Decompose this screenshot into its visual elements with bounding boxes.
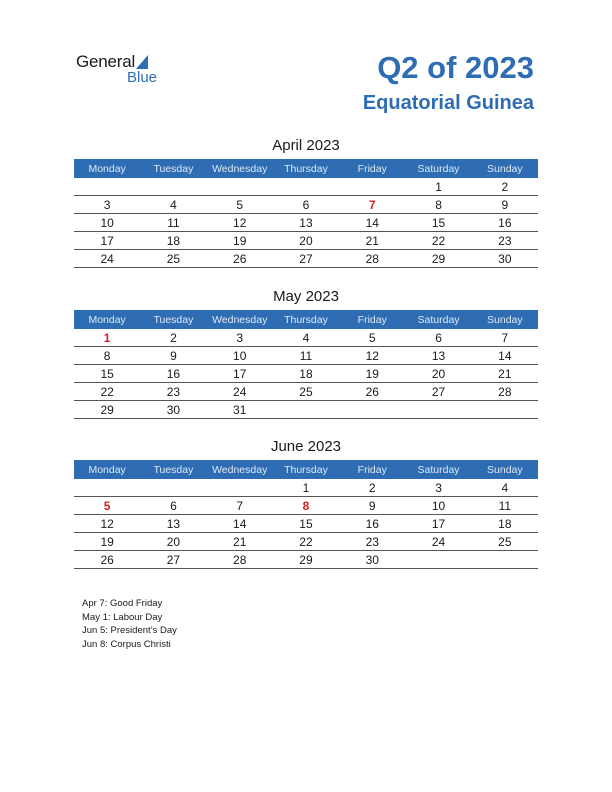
holiday-note: Jun 8: Corpus Christi <box>82 638 171 650</box>
day-cell: 17 <box>405 515 471 533</box>
day-cell: 28 <box>472 383 538 401</box>
empty-day-cell <box>405 401 471 419</box>
empty-day-cell <box>140 178 206 196</box>
day-cell: 29 <box>405 250 471 268</box>
weekday-header: Monday <box>74 310 140 329</box>
month-june <box>74 437 538 569</box>
weekday-header: Sunday <box>472 460 538 479</box>
weekday-header: Monday <box>74 460 140 479</box>
page-subtitle: Equatorial Guinea <box>362 92 534 114</box>
day-cell: 2 <box>339 479 405 497</box>
day-cell: 6 <box>405 329 471 347</box>
day-cell: 26 <box>74 551 140 569</box>
weekday-header: Thursday <box>273 159 339 178</box>
day-cell: 8 <box>273 497 339 515</box>
day-cell: 20 <box>140 533 206 551</box>
day-cell: 28 <box>207 551 273 569</box>
holiday-note: Jun 5: President’s Day <box>82 625 177 636</box>
day-cell: 13 <box>273 214 339 232</box>
day-cell: 15 <box>74 365 140 383</box>
day-cell: 14 <box>472 347 538 365</box>
week-row <box>74 214 538 232</box>
calendar-table <box>74 460 538 569</box>
day-cell: 23 <box>140 383 206 401</box>
day-cell: 12 <box>339 347 405 365</box>
month-title: April 2023 <box>272 137 340 154</box>
day-cell: 4 <box>472 479 538 497</box>
day-cell: 7 <box>207 497 273 515</box>
day-cell: 25 <box>273 383 339 401</box>
day-cell: 12 <box>74 515 140 533</box>
day-cell: 18 <box>273 365 339 383</box>
week-row <box>74 533 538 551</box>
weekday-header: Tuesday <box>140 159 206 178</box>
holiday-note: Apr 7: Good Friday <box>82 598 163 609</box>
calendar-table <box>74 310 538 419</box>
day-cell: 9 <box>140 347 206 365</box>
day-cell: 10 <box>74 214 140 232</box>
month-may <box>74 287 538 419</box>
day-cell: 31 <box>207 401 273 419</box>
day-cell: 25 <box>140 250 206 268</box>
weekday-header: Saturday <box>405 310 471 329</box>
day-cell: 1 <box>74 329 140 347</box>
day-cell: 19 <box>74 533 140 551</box>
day-cell: 10 <box>207 347 273 365</box>
day-cell: 5 <box>74 497 140 515</box>
week-row <box>74 401 538 419</box>
day-cell: 19 <box>207 232 273 250</box>
day-cell: 29 <box>273 551 339 569</box>
week-row <box>74 479 538 497</box>
day-cell: 11 <box>472 497 538 515</box>
weekday-header: Saturday <box>405 159 471 178</box>
empty-day-cell <box>140 479 206 497</box>
month-april <box>74 136 538 268</box>
day-cell: 9 <box>472 196 538 214</box>
logo-triangle-icon <box>136 55 148 69</box>
day-cell: 4 <box>140 196 206 214</box>
empty-day-cell <box>472 401 538 419</box>
day-cell: 25 <box>472 533 538 551</box>
weekday-header: Thursday <box>273 310 339 329</box>
day-cell: 3 <box>405 479 471 497</box>
day-cell: 23 <box>339 533 405 551</box>
week-row <box>74 347 538 365</box>
logo <box>76 52 176 88</box>
week-row <box>74 365 538 383</box>
day-cell: 24 <box>405 533 471 551</box>
weekday-header: Sunday <box>472 310 538 329</box>
day-cell: 16 <box>140 365 206 383</box>
day-cell: 24 <box>74 250 140 268</box>
weekday-header: Wednesday <box>207 460 273 479</box>
week-row <box>74 497 538 515</box>
empty-day-cell <box>74 178 140 196</box>
empty-day-cell <box>273 401 339 419</box>
holiday-notes <box>82 597 177 651</box>
week-row <box>74 196 538 214</box>
day-cell: 27 <box>405 383 471 401</box>
day-cell: 15 <box>273 515 339 533</box>
week-row <box>74 551 538 569</box>
weekday-header: Friday <box>339 159 405 178</box>
day-cell: 26 <box>207 250 273 268</box>
week-row <box>74 329 538 347</box>
weekday-header-row <box>74 310 538 329</box>
day-cell: 22 <box>405 232 471 250</box>
day-cell: 17 <box>74 232 140 250</box>
empty-day-cell <box>207 178 273 196</box>
week-row <box>74 178 538 196</box>
weekday-header: Friday <box>339 310 405 329</box>
weekday-header-row <box>74 460 538 479</box>
day-cell: 6 <box>140 497 206 515</box>
empty-day-cell <box>74 479 140 497</box>
day-cell: 7 <box>472 329 538 347</box>
day-cell: 13 <box>405 347 471 365</box>
day-cell: 2 <box>472 178 538 196</box>
logo-blue-text: Blue <box>127 69 158 86</box>
empty-day-cell <box>273 178 339 196</box>
week-row <box>74 232 538 250</box>
day-cell: 18 <box>472 515 538 533</box>
day-cell: 8 <box>405 196 471 214</box>
day-cell: 14 <box>207 515 273 533</box>
day-cell: 17 <box>207 365 273 383</box>
week-row <box>74 250 538 268</box>
page-title: Q2 of 2023 <box>377 50 534 85</box>
day-cell: 9 <box>339 497 405 515</box>
day-cell: 3 <box>207 329 273 347</box>
day-cell: 14 <box>339 214 405 232</box>
empty-day-cell <box>207 479 273 497</box>
day-cell: 22 <box>273 533 339 551</box>
weekday-header: Monday <box>74 159 140 178</box>
day-cell: 27 <box>273 250 339 268</box>
day-cell: 10 <box>405 497 471 515</box>
day-cell: 19 <box>339 365 405 383</box>
day-cell: 7 <box>339 196 405 214</box>
weekday-header: Saturday <box>405 460 471 479</box>
day-cell: 18 <box>140 232 206 250</box>
day-cell: 30 <box>472 250 538 268</box>
day-cell: 11 <box>273 347 339 365</box>
day-cell: 26 <box>339 383 405 401</box>
day-cell: 27 <box>140 551 206 569</box>
weekday-header: Thursday <box>273 460 339 479</box>
weekday-header-row <box>74 159 538 178</box>
day-cell: 13 <box>140 515 206 533</box>
day-cell: 23 <box>472 232 538 250</box>
month-title: May 2023 <box>273 288 339 305</box>
day-cell: 30 <box>140 401 206 419</box>
day-cell: 28 <box>339 250 405 268</box>
day-cell: 16 <box>339 515 405 533</box>
day-cell: 6 <box>273 196 339 214</box>
day-cell: 16 <box>472 214 538 232</box>
day-cell: 29 <box>74 401 140 419</box>
day-cell: 24 <box>207 383 273 401</box>
day-cell: 20 <box>273 232 339 250</box>
weekday-header: Wednesday <box>207 159 273 178</box>
holiday-note: May 1: Labour Day <box>82 611 163 623</box>
month-title: June 2023 <box>270 438 342 455</box>
day-cell: 21 <box>207 533 273 551</box>
day-cell: 21 <box>472 365 538 383</box>
day-cell: 5 <box>207 196 273 214</box>
empty-day-cell <box>339 401 405 419</box>
day-cell: 11 <box>140 214 206 232</box>
day-cell: 4 <box>273 329 339 347</box>
calendar-table <box>74 159 538 268</box>
day-cell: 22 <box>74 383 140 401</box>
day-cell: 3 <box>74 196 140 214</box>
day-cell: 20 <box>405 365 471 383</box>
week-row <box>74 383 538 401</box>
week-row <box>74 515 538 533</box>
day-cell: 21 <box>339 232 405 250</box>
empty-day-cell <box>405 551 471 569</box>
day-cell: 8 <box>74 347 140 365</box>
logo-general-text: General <box>76 52 136 71</box>
day-cell: 12 <box>207 214 273 232</box>
day-cell: 15 <box>405 214 471 232</box>
day-cell: 2 <box>140 329 206 347</box>
day-cell: 1 <box>273 479 339 497</box>
weekday-header: Tuesday <box>140 460 206 479</box>
empty-day-cell <box>472 551 538 569</box>
day-cell: 30 <box>339 551 405 569</box>
day-cell: 5 <box>339 329 405 347</box>
day-cell: 1 <box>405 178 471 196</box>
empty-day-cell <box>339 178 405 196</box>
weekday-header: Tuesday <box>140 310 206 329</box>
weekday-header: Friday <box>339 460 405 479</box>
weekday-header: Sunday <box>472 159 538 178</box>
weekday-header: Wednesday <box>207 310 273 329</box>
